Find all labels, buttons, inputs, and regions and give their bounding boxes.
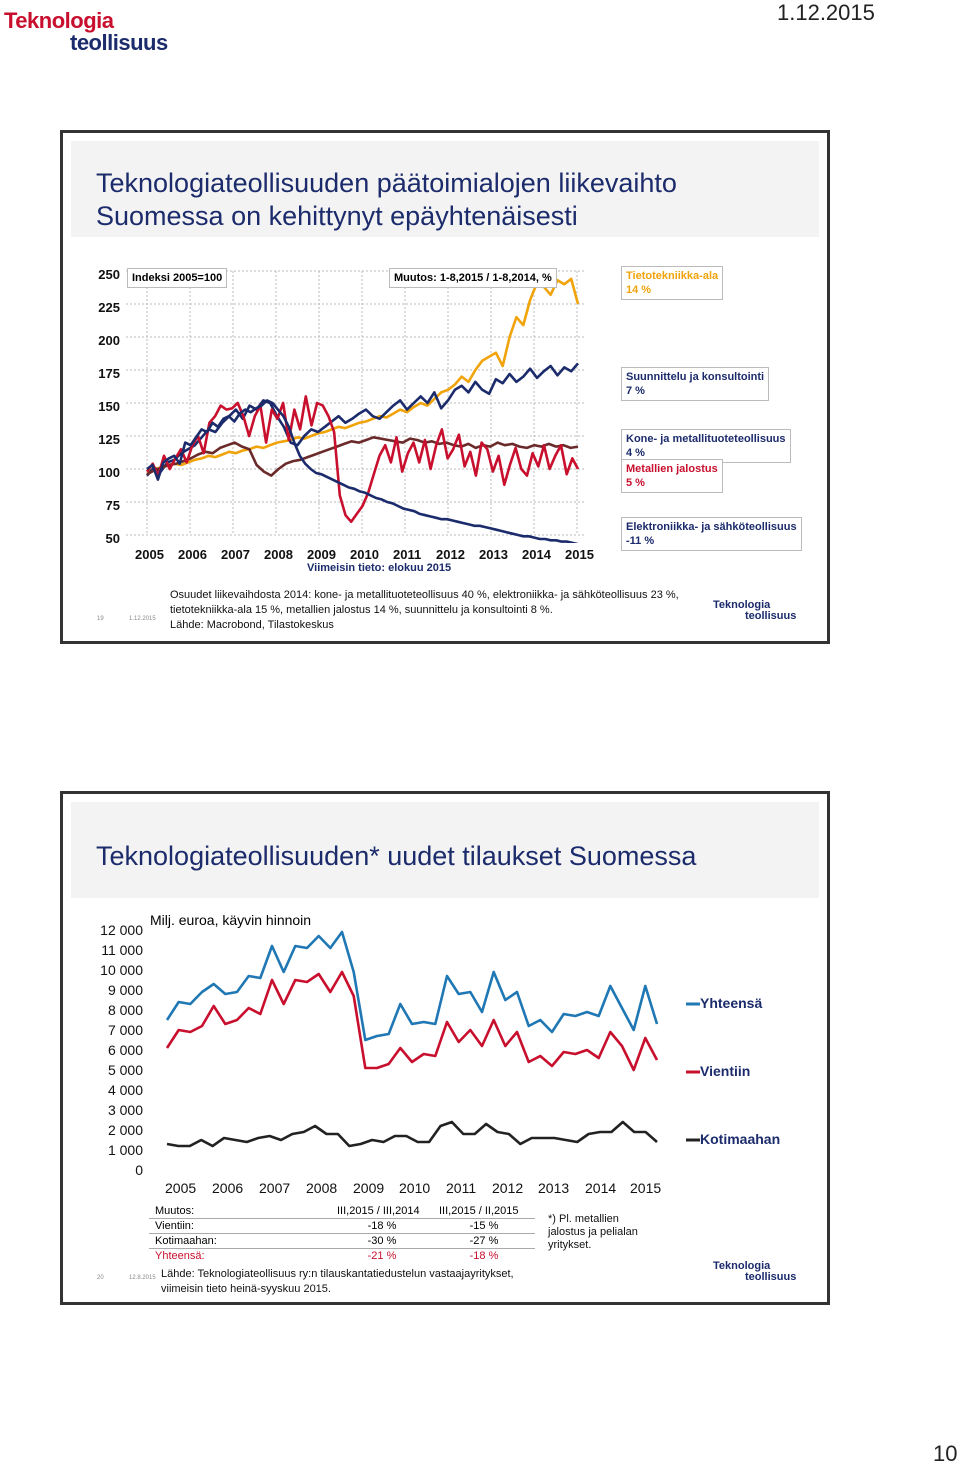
slide-2-title-box [71,802,819,898]
table-cell: Muutos: [149,1204,331,1219]
unit-label: Milj. euroa, käyvin hinnoin [150,912,312,928]
x-tick: 2008 [306,1180,338,1196]
y-tick: 7 000 [107,1022,143,1038]
y-tick: 200 [98,333,120,348]
callout-consulting-name: Suunnittelu ja konsultointi [626,371,765,383]
callout-metals-name: Metallien jalostus [626,463,718,475]
footnote: *) Pl. metallien jalostus ja pelialan yritykset. [548,1213,638,1251]
y-tick: 50 [105,531,120,546]
y-tick: 12 000 [100,922,143,938]
source-line: viimeisin tieto heinä-syyskuu 2015. [161,1283,331,1295]
latest-data-label: Viimeisin tieto: elokuu 2015 [307,562,452,574]
slide-1 [60,130,830,644]
company-logo [4,10,168,54]
slide-2-logo [713,1261,796,1283]
series-line [167,1122,657,1146]
page-date: 1.12.2015 [777,0,875,25]
table-cell: III,2015 / III,2014 [331,1204,433,1219]
slide-1-title [96,167,677,233]
slide-2-title: Teknologiateollisuuden* uudet tilaukset Suomessa [96,841,697,871]
note-line: Lähde: Macrobond, Tilastokeskus [170,619,334,631]
slide-1-title-box [71,141,819,237]
change-label: Muutos: 1-8,2015 / 1-8,2014, % [389,268,557,288]
slide-1-number: 19 [97,616,104,622]
logo-line2: teollisuus [70,30,168,55]
table-row [149,1219,535,1234]
slide-2-date: 12.8.2015 [129,1275,156,1281]
x-tick: 2007 [259,1180,291,1196]
y-tick: 3 000 [107,1102,143,1118]
x-tick: 2009 [353,1180,385,1196]
table-cell: -18 % [469,1250,499,1262]
change-table [149,1204,535,1263]
legend-yhteensa: Yhteensä [700,995,763,1011]
callout-machinery-value: 4 % [626,447,645,459]
y-tick: 2 000 [107,1122,143,1138]
slide-2 [60,791,830,1305]
table-cell: Vientiin: [149,1219,331,1234]
logo-line1: Teknologia [713,1260,771,1272]
x-tick: 2014 [585,1180,617,1196]
table-cell: Kotimaahan: [149,1234,331,1249]
x-tick: 2012 [492,1180,524,1196]
table-cell: -18 % [331,1219,433,1234]
callout-machinery-name: Kone- ja metallituoteteollisuus [626,433,786,445]
callout-metals [621,459,723,493]
logo-line2: teollisuus [745,610,797,622]
logo-line1: Teknologia [713,599,771,611]
x-tick: 2009 [307,547,336,562]
slide-1-notes [170,588,679,633]
page-number: 10 [933,1441,958,1466]
y-tick: 0 [135,1162,143,1178]
callout-electronics-value: -11 % [626,535,655,547]
slide-2-number: 20 [97,1275,104,1281]
table-cell: III,2015 / II,2015 [433,1204,535,1219]
callout-it-name: Tietotekniikka-ala [626,270,719,282]
slide-1-title-line1: Teknologiateollisuuden päätoimialojen liikevaihto [96,168,677,198]
slide-1-title-line2: Suomessa on kehittynyt epäyhtenäisesti [96,201,578,231]
change-table-header [149,1204,535,1219]
callout-it [621,266,723,300]
y-tick: 8 000 [107,1002,143,1018]
x-tick: 2008 [264,547,293,562]
callout-consulting-value: 7 % [626,385,645,397]
x-tick: 2011 [393,547,422,562]
slide-1-logo [713,600,796,622]
x-tick: 2015 [565,547,594,562]
table-cell: -15 % [433,1219,535,1234]
x-tick: 2013 [479,547,508,562]
y-tick: 10 000 [100,962,143,978]
x-tick: 2013 [538,1180,570,1196]
y-tick: 75 [105,498,120,513]
y-tick: 11 000 [101,942,143,958]
note-line: Osuudet liikevaihdosta 2014: kone- ja metallituoteteollisuus 40 %, elektroniikka- ja sähköteollisuus 23 %, [170,589,679,601]
table-cell: Yhteensä: [155,1250,205,1262]
x-tick: 2006 [212,1180,244,1196]
callout-electronics-name: Elektroniikka- ja sähköteollisuus [626,521,797,533]
x-tick: 2014 [522,547,551,562]
callout-it-value: 14 % [626,284,652,296]
x-tick: 2005 [165,1180,197,1196]
y-tick: 100 [98,465,120,480]
table-cell: -27 % [433,1234,535,1249]
legend-kotimaahan: Kotimaahan [700,1131,781,1147]
y-tick: 4 000 [107,1082,143,1098]
x-tick: 2011 [446,1180,477,1196]
y-tick: 175 [98,366,120,381]
table-cell: -21 % [367,1250,397,1262]
x-tick: 2005 [135,547,164,562]
x-tick: 2015 [630,1180,662,1196]
table-cell: -30 % [331,1234,433,1249]
y-tick: 6 000 [107,1042,143,1058]
y-tick: 9 000 [107,982,143,998]
slide-1-date: 1.12.2015 [129,616,156,622]
note-line: tietotekniikka-ala 15 %, metallien jalostus 14 %, suunnittelu ja konsultointi 8 %. [170,604,553,616]
slide-2-source [161,1267,514,1297]
x-tick: 2006 [178,547,207,562]
callout-metals-value: 5 % [626,477,645,489]
legend-vientiin: Vientiin [700,1063,751,1079]
y-tick: 5 000 [107,1062,143,1078]
y-tick: 150 [98,399,120,414]
callout-consulting [621,367,769,401]
series-line [167,932,657,1040]
y-tick: 225 [98,300,120,315]
callout-machinery [621,429,791,463]
index-label: Indeksi 2005=100 [127,268,227,288]
x-tick: 2010 [350,547,379,562]
source-line: Lähde: Teknologiateollisuus ry:n tilauskantatiedustelun vastaajayritykset, [161,1268,514,1280]
logo-line1: Teknologia [4,8,114,33]
x-tick: 2010 [399,1180,431,1196]
table-row [149,1249,535,1264]
chart-1-plot [126,265,596,543]
callout-electronics [621,517,802,551]
y-tick: 250 [98,267,120,282]
y-tick: 1 000 [107,1142,143,1158]
y-tick: 125 [98,432,120,447]
chart-2-plot [153,922,673,1180]
x-tick: 2007 [221,547,250,562]
table-row [149,1234,535,1249]
logo-line2: teollisuus [745,1271,797,1283]
x-tick: 2012 [436,547,465,562]
